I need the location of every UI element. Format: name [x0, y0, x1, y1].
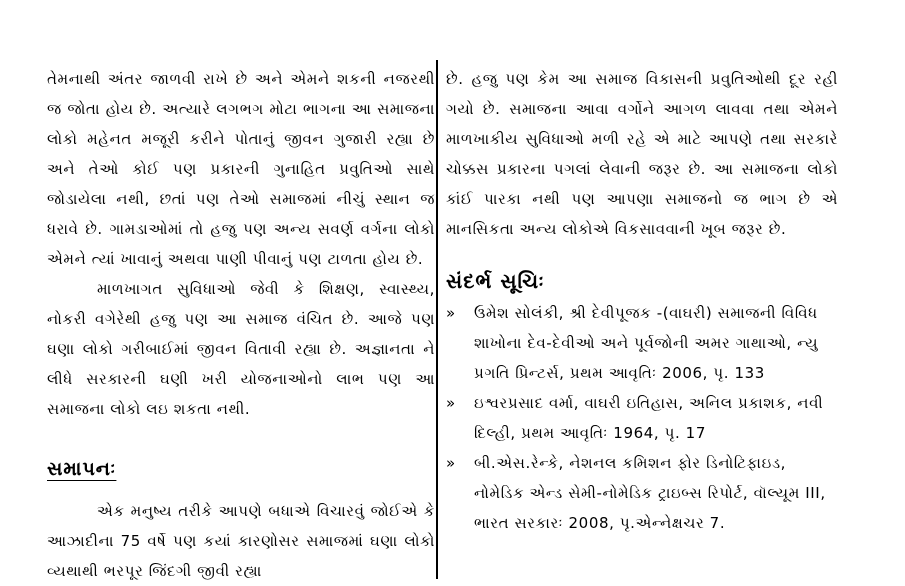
- paragraph-social-distance: તેમનાથી અંતર જાળવી રાખે છે અને એમને શકની નજરથી જ જોતા હોય છે. અત્યારે લગભગ મોટા ભાગના આ સમાજના લોકો મહેનત મજૂરી કરીને પોતાનું જીવન ગુજારી રહ્યા છે અને તેઓ કોઈ પણ પ્રકારની ગુનાહિત પ્રવુતિઓ સાથે જોડાયેલા નથી, છતાં પણ તેઓ સમાજમાં નીચું સ્થાન જ ધરાવે છે. ગામડાઓમાં તો હજુ પણ અન્ય સવર્ણ વર્ગના લોકો એમને ત્યાં ખાવાનું અથવા પાણી પીવાનું પણ ટાળતા હોય છે.: [47, 70, 435, 268]
- left-column: [47, 64, 435, 580]
- reference-item: [446, 298, 838, 388]
- column-divider: [436, 60, 438, 579]
- right-column: [446, 64, 838, 538]
- reference-text: ઉમેશ સોલંકી, શ્રી દેવીપૂજક -(વાઘરી) સમાજની વિવિધ શાખોના દેવ-દેવીઓ અને પૂર્વજોની અમર ગાથાઓ, ન્યુ પ્રગતિ પ્રિન્ટર્સ, પ્રથમ આવૃતિઃ 2006, પૃ. 133: [474, 304, 819, 382]
- reference-list: [446, 298, 838, 538]
- reference-item: [446, 448, 838, 538]
- paragraph-infrastructure: માળખાગત સુવિધાઓ જેવી કે શિક્ષણ, સ્વાસ્થ્ય, નોકરી વગેરેથી હજુ પણ આ સમાજ વંચિત છે. આજે પણ ઘણા લોકો ગરીબાઈમાં જીવન વિતાવી રહ્યા છે. અજ્ઞાનતા ને લીધે સરકારની ઘણી ખરી યોજનાઓનો લાભ પણ આ સમાજના લોકો લઇ શકતા નથી.: [47, 280, 435, 418]
- reference-text: ઇશ્વરપ્રસાદ વર્મા, વાઘરી ઇતિહાસ, અનિલ પ્રકાશક, નવી દિલ્હી, પ્રથમ આવૃતિઃ 1964, પૃ. 17: [474, 394, 824, 442]
- paragraph-conclusion-continued: છે. હજુ પણ કેમ આ સમાજ વિકાસની પ્રવુતિઓથી દૂર રહી ગયો છે. સમાજના આવા વર્ગોને આગળ લાવવા તથા એમને માળખાકીય સુવિધાઓ મળી રહે એ માટે આપણે તથા સરકારે ચોક્કસ પ્રકારના પગલાં લેવાની જરૂર છે. આ સમાજના લોકો કાંઈ પારકા નથી પણ આપણા સમાજનો જ ભાગ છે એ માનસિકતા અન્ય લોકોએ વિકસાવવાની ખૂબ જરૂર છે.: [446, 70, 838, 238]
- reference-item: [446, 388, 838, 448]
- bullet-icon: »: [446, 304, 456, 322]
- paragraph-conclusion: એક મનુષ્ય તરીકે આપણે બધાએ વિચારવું જોઈએ કે આઝાદીના 75 વર્ષે પણ કયાં કારણોસર સમાજમાં ઘણા લોકો વ્યથાથી ભરપૂર જિંદગી જીવી રહ્યા: [47, 502, 435, 580]
- bullet-icon: »: [446, 394, 456, 412]
- reference-text: બી.એસ.રેન્કે, નેશનલ કમિશન ફોર ડિનોટિફાઇડ, નોમેડિક એન્ડ સેમી-નોમેડિક ટ્રાઇબ્સ રિપોર્ટ, વૉલ્યૂમ III, ભારત સરકારઃ 2008, પૃ.એન્નેક્ષચર 7.: [474, 454, 826, 532]
- bullet-icon: »: [446, 454, 456, 472]
- references-heading: સંદર્ભ સૂચિઃ: [446, 269, 545, 293]
- conclusion-heading: સમાપનઃ: [47, 458, 117, 480]
